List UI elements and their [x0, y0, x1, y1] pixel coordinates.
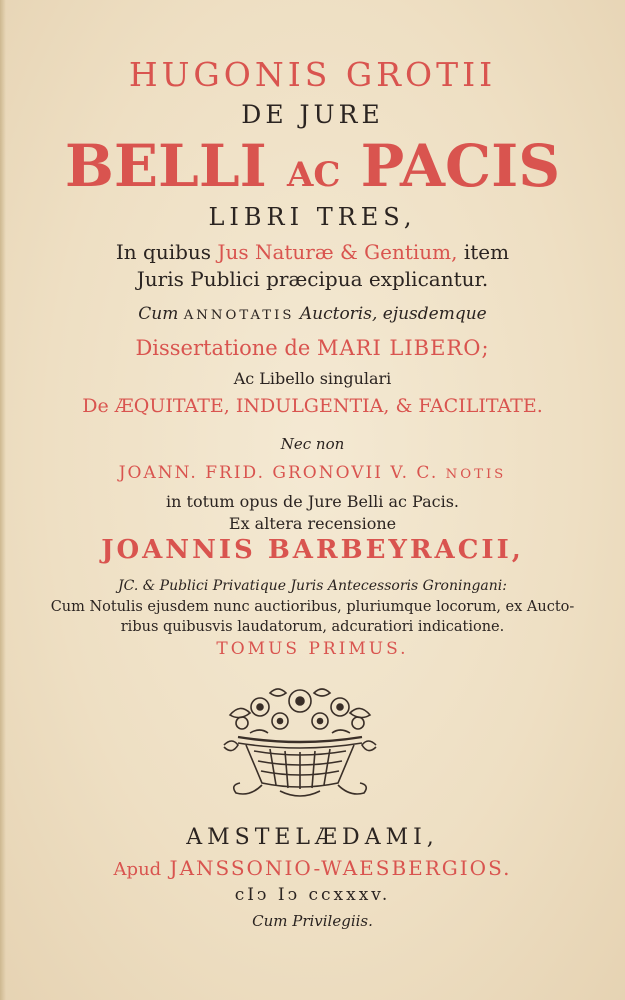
- subtitle-juris-publici: Juris Publici præcipua explicantur.: [136, 267, 489, 291]
- gronovius-line: [0, 465, 625, 482]
- author-name: HUGONIS GROTII: [128, 55, 497, 94]
- author-line: [0, 55, 625, 94]
- year-line: [0, 887, 625, 904]
- notulis-line-2: [0, 620, 625, 635]
- gronovius-name: JOANN. FRID. GRONOVII V. C.: [118, 463, 439, 483]
- publisher-line: [0, 858, 625, 879]
- totum-opus-text: in totum opus de Jure Belli ac Pacis.: [166, 492, 459, 511]
- main-title-ac: AC: [286, 155, 341, 195]
- annotatis-word: ANNOTATIS: [183, 308, 295, 323]
- notulis-text-1: Cum Notulis ejusdem nunc auctioribus, pluriumque locorum, ex Aucto-: [50, 599, 575, 615]
- antecessoris-text: JC. & Publici Privatique Juris Antecessoris Groningani:: [118, 578, 507, 594]
- main-title-belli: BELLI: [64, 132, 267, 200]
- subtitle-in-quibus: In quibus: [115, 240, 212, 264]
- totum-opus-line: [0, 494, 625, 510]
- recensione-text: Ex altera recensione: [228, 514, 397, 533]
- gronovius-notis: NOTIS: [445, 467, 507, 482]
- publisher-name: JANSSONIO-WAESBERGIOS.: [169, 856, 512, 880]
- nec-non-text: Nec non: [280, 435, 345, 453]
- mari-libero-dissertatione: Dissertatione de: [135, 336, 311, 360]
- place-text: AMSTELÆDAMI,: [186, 825, 439, 850]
- tomus-primus-text: TOMUS PRIMUS.: [216, 639, 409, 659]
- main-title-pacis: PACIS: [360, 132, 561, 200]
- annotatis-ejusdemque: ejusdemque: [382, 304, 487, 324]
- main-title-line: [0, 132, 625, 200]
- mari-libero-line: [0, 338, 625, 359]
- de-jure-line: [0, 102, 625, 127]
- annotatis-auctoris: Auctoris,: [299, 304, 378, 324]
- mari-libero-title: MARI LIBERO;: [316, 336, 490, 360]
- aequitate-line: [0, 397, 625, 416]
- notulis-text-2: ribus quibusvis laudatorum, adcuratiori indicatione.: [120, 619, 505, 635]
- year-text: cIↄ Iↄ ccxxxv.: [234, 885, 391, 905]
- annotatis-cum: Cum: [138, 304, 179, 324]
- libri-tres-text: LIBRI TRES,: [208, 203, 417, 231]
- notulis-line-1: [0, 600, 625, 615]
- barbeyrac-name: JOANNIS BARBEYRACII,: [101, 535, 524, 565]
- subtitle-line-2: [0, 269, 625, 289]
- aequitate-text: De ÆQUITATE, INDULGENTIA, & FACILITATE.: [82, 395, 543, 417]
- annotatis-line: [0, 306, 625, 323]
- libello-line: [0, 371, 625, 387]
- flower-basket-ornament-icon: [220, 685, 380, 805]
- subtitle-line-1: [0, 242, 625, 262]
- privilege-text: Cum Privilegiis.: [252, 912, 373, 930]
- nec-non-line: [0, 437, 625, 452]
- recensione-line: [0, 516, 625, 532]
- tomus-primus-line: [0, 641, 625, 658]
- antecessoris-line: [0, 579, 625, 593]
- libri-tres-line: [0, 205, 625, 229]
- subtitle-jus-naturae: Jus Naturæ & Gentium,: [217, 240, 458, 264]
- publisher-apud: Apud: [113, 859, 162, 880]
- de-jure-text: DE JURE: [241, 100, 384, 129]
- subtitle-item: item: [463, 240, 510, 264]
- place-line: [0, 827, 625, 849]
- barbeyrac-line: [0, 537, 625, 563]
- privilege-line: [0, 914, 625, 929]
- libello-text: Ac Libello singulari: [233, 369, 392, 388]
